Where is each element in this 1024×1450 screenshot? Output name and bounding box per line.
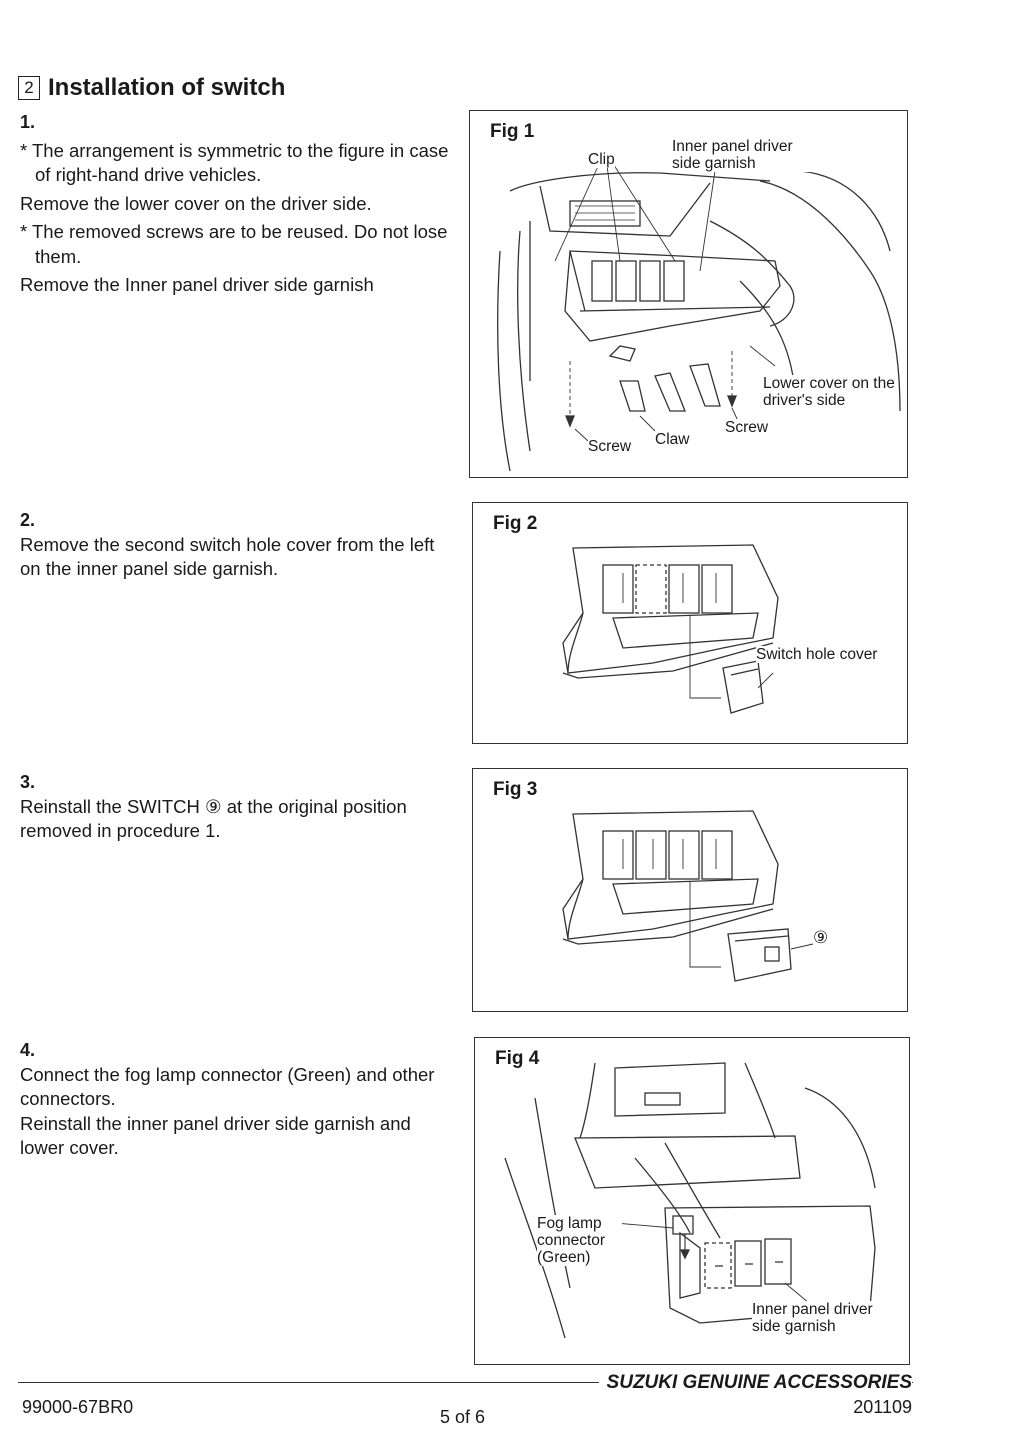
step-number: 4. <box>20 1040 36 1060</box>
step-text: Remove the Inner panel driver side garnish <box>20 274 374 295</box>
step-text: * The removed screws are to be reused. Do not lose them. <box>20 221 448 267</box>
step-text: Reinstall the inner panel driver side garnish and lower cover. <box>20 1112 411 1158</box>
figure-3-illustration <box>473 769 909 1013</box>
step-text: Remove the second switch hole cover from the left on the inner panel side garnish. <box>20 533 435 579</box>
step-text: Remove the lower cover on the driver side. <box>20 192 372 214</box>
figure-4 <box>474 1037 910 1365</box>
step-text: Reinstall the SWITCH ⑨ at the original position removed in procedure 1. <box>20 795 407 841</box>
label-screw-left: Screw <box>588 438 632 455</box>
step-number: 3. <box>20 772 36 792</box>
step-2 <box>20 508 450 582</box>
label-switch-hole-cover: Switch hole cover <box>756 646 878 663</box>
label-inner-panel-garnish: Inner panel driver side garnish <box>752 1301 892 1335</box>
label-inner-panel: Inner panel driver side garnish <box>672 138 812 172</box>
figure-2 <box>472 502 908 744</box>
footer-date: 201109 <box>853 1397 912 1417</box>
footer-brand: SUZUKI GENUINE ACCESSORIES <box>599 1372 912 1394</box>
step-1 <box>20 110 450 298</box>
section-title <box>18 74 285 102</box>
label-claw: Claw <box>655 431 690 448</box>
figure-4-title: Fig 4 <box>495 1048 540 1069</box>
figure-3 <box>472 768 908 1012</box>
section-title-text: Installation of switch <box>48 74 286 101</box>
footer-doc-number: 99000-67BR0 <box>22 1397 134 1417</box>
step-text: Connect the fog lamp connector (Green) and other connectors. <box>20 1063 435 1109</box>
figure-1-title: Fig 1 <box>490 121 535 142</box>
figure-3-title: Fig 3 <box>493 779 538 800</box>
step-number: 1. <box>20 112 36 132</box>
figure-1 <box>469 110 908 478</box>
label-clip: Clip <box>588 151 615 168</box>
label-screw-right: Screw <box>725 419 769 436</box>
figure-2-title: Fig 2 <box>493 513 538 534</box>
figure-2-illustration <box>473 503 909 745</box>
step-text: * The arrangement is symmetric to the figure in case of right-hand drive vehicles. <box>20 139 449 185</box>
label-lower-cover: Lower cover on the driver's side <box>763 375 898 409</box>
footer-page-number: 5 of 6 <box>440 1407 486 1427</box>
step-3 <box>20 770 450 844</box>
label-fog-lamp-connector: Fog lamp connector (Green) <box>537 1215 622 1266</box>
section-number: 2 <box>18 76 40 100</box>
label-part-number: ⑨ <box>813 928 829 947</box>
step-number: 2. <box>20 510 36 530</box>
step-4 <box>20 1038 450 1161</box>
